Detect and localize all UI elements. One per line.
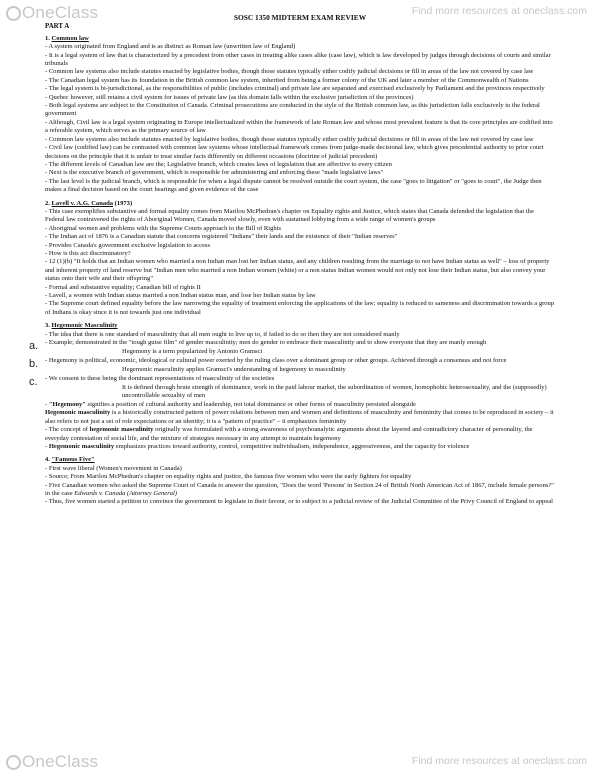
promo-text: Find more resources at oneclass.com <box>411 755 587 767</box>
paragraph: - Quebec however, still retains a civil system for issues of private law (as this domain falls within the exclusive jurisdiction of the provinces) <box>45 93 414 101</box>
oneclass-logo-icon <box>6 6 21 21</box>
paragraph: - Five Canadian women who asked the Supreme Court of Canada to answer the question, "Does the word 'Persons' in Section 24 of British North American Act of 1867, include female persons?" in the case Edwards v. Canada (Attorney General) <box>45 481 554 497</box>
oneclass-logo <box>6 752 98 772</box>
list-item-b: b. Hegemonic masculinity applies Gramsci's understanding of hegemony to masculinity <box>29 358 346 374</box>
section-common-law <box>45 35 555 195</box>
paragraph: - It is a legal system of law that is characterized by a precedent from other cases in treating alike cases alike (case law), which is law developed by judges through decisions of courts and similar tribunals <box>45 51 551 68</box>
list-item-a: a. Hegemony is a term popularized by Antonio Gramsci <box>29 340 263 356</box>
paragraph: - Example; demonstrated in the "tough guise film" of gender masculinity; men do gender to embrace their masculinity and to show everyone that they are manly enough <box>45 339 487 347</box>
section-body <box>45 43 555 194</box>
section-heading: 1. Common law <box>45 34 89 42</box>
logo-text: OneClass <box>22 752 99 771</box>
paragraph: - The concept of hegemonic masculinity originally was formulated with a strong awareness of psychoanalytic arguments about the layered and contradictory character of personality, the everyday contestation of social life, and the mixture of strategies necessary in any attempt to maintain hegemony <box>45 426 533 442</box>
paragraph: - Both legal systems are subject to the Constitution of Canada. Criminal prosecutions are conducted in the style of the British common law, as this jurisdiction falls exclusively to the federal government <box>45 102 540 118</box>
paragraph: - The Supreme court defined equality before the law narrowing the equality of treatment enforcing the applications of the law; equality is reduced to sameness and discrimination towards a group of Indians is okay since it is not towards just one individual <box>45 300 555 316</box>
section-famous-five <box>45 456 555 506</box>
paragraph: - Hegemonic masculinity emphasizes practices toward authority, control, competitive individualism, independence, aggressiveness, and the capacity for violence <box>45 442 470 450</box>
document-page <box>29 13 555 512</box>
paragraph: - Formal and substantive equality; Canadian bill of rights II <box>45 283 201 291</box>
paragraph: - A system originated from England and is as distinct as Roman law (unwritten law of England) <box>45 43 296 51</box>
promo-text: Find more resources at oneclass.com <box>411 5 587 17</box>
doc-title: SOSC 1350 MIDTERM EXAM REVIEW <box>233 13 367 22</box>
paragraph: Hegemonic masculinity is a historically constructed pattern of power relations between men and women and definitions of masculinity and femininity that comes to be reproduced in society – it also refers to not just a set of role expectations or an identity; it is a "pattern of practice" – it emphasizes femininity <box>45 409 554 425</box>
paragraph: - The last level is the judicial branch, which is responsible for when a legal dispute cannot be resolved outside the court system, the case "goes to litigation" or "goes to court", the Judge then makes a final decision based on the court hearings and given evidence of the case <box>45 177 542 194</box>
watermark-footer <box>0 750 595 770</box>
list-item-c: c. It is defined through brute strength of dominance, work in the paid labour market, the subordination of women, homophobic heterosexuality, and the (supposedly) uncontrollable sexuality of men <box>29 376 547 400</box>
section-body <box>45 208 555 317</box>
paragraph: - The different levels of Canadian law are the; Legislative branch, which creates laws of legislation that are affective to every citizen <box>45 160 392 168</box>
paragraph: - Hegemony is political, economic, ideological or cultural power exerted by the ruling class over a dominant group or other groups. Achieved through a consensus and not force <box>45 356 507 364</box>
section-heading: 2. Lavell v. A.G. Canada (1973) <box>45 199 133 207</box>
section-heading: 4. "Famous Five" <box>45 456 95 464</box>
list-letter: b. <box>29 358 39 371</box>
paragraph: - Next is the executive branch of government, which is responsible for administering and enforcing these "made legislative laws" <box>45 169 384 177</box>
paragraph: - How is this act discriminatory? <box>45 249 131 257</box>
paragraph: - This case exemplifies substantive and formal equality comes from Marilou McPhedran's chapter on Equality rights and Justice, which states that Canada defended the legislation that the Federal law contravened the rights of Aboriginal Women, Canada moved slowly, even with sustained lobbying from a wide range of women's groups <box>45 207 534 224</box>
paragraph: - Thus, five women started a petition to convince the government to legislate in their favour, or to subject to a judicial review of the Judicial Committee of the Privy Council of England to appeal <box>45 498 553 506</box>
paragraph: - The Indian act of 1876 is a Canadian statute that concerns registered "Indians" their lands and the existence of their "Indian reserves" <box>45 233 398 241</box>
logo-text: OneClass <box>22 3 99 22</box>
paragraph: - The idea that there is one standard of masculinity that all men ought to live up to, if failed to do so then they are not considered manly <box>45 330 400 338</box>
paragraph: - Common law systems also include statutes enacted by legislative bodies, though those statutes typically either codify judicial decisions or fill in areas of the law not covered by case law <box>45 68 534 76</box>
section-body <box>45 331 555 348</box>
paragraph: - Aboriginal women and problems with the Supreme Courts approach to the Bill of Rights <box>45 224 282 232</box>
paragraph: - Provides Canada's government exclusive legislation to access <box>45 241 210 249</box>
section-body <box>45 357 555 365</box>
section-hegemonic-masculinity <box>29 322 555 451</box>
paragraph: - The legal system is bi-jurisdictional, as the responsibilities of public (includes criminal) and private law are separated and exercised exclusively by Parliament and the provinces respectively <box>45 85 545 93</box>
paragraph: - First wave liberal (Women's movement in Canada) <box>45 464 182 472</box>
paragraph: - Although, Civil law is a legal system originating in Europe intellectualized within the framework of late Roman law and whose most prevalent feature is that its core principles are codified into a referable system, which serves as the primary source of law <box>45 118 553 135</box>
list-letter: a. <box>29 340 39 353</box>
paragraph: - Civil law (codified law) can be contrasted with common law systems whose intellectual framework comes from judge-made decisional law, which gives precedential authority to prior court decisions on the principle that it is unfair to treat similar facts differently on different occasions (doctrine of judicial precedent) <box>45 144 544 160</box>
paragraph: - 12 (1)(b) "It holds that an Indian women who married a non Indian man lost her Indian status, and any children resulting from the marriage to not have Indian status as well" – loss of property and inherent property of land reserve but "Indian men who married a non Indian women (white) or a non status Indian women would not only not lose their Indian status, but also convey your status onto their wife and their offspring" <box>45 258 550 283</box>
paragraph: - We consent to these being the dominant representations of masculinity of the societies <box>45 374 275 382</box>
paragraph: - Lavell, a women with Indian status married a non Indian status man, and lose her Indian status by law <box>45 292 316 299</box>
paragraph: - Source; From Marilou McPhedran's chapter on equality rights and justice, the famous five women who were the early fighters for equality <box>45 473 412 481</box>
paragraph: - "Hegemony" signifies a position of cultural authority and leadership, not total dominance or other forms of masculinity persisted alongside <box>45 400 416 408</box>
paragraph: - The Canadian legal system has its foundation in the British common law system, inherited from being a former colony of the UK and later a member of the Commonwealth of Nations <box>45 76 529 84</box>
part-heading: PART A <box>45 23 70 31</box>
section-lavell <box>45 200 555 318</box>
paragraph: - Common law systems also include statutes enacted by legislative bodies, though those statutes typically either codify judicial decisions or fill in areas of the law not covered by case law <box>45 135 534 143</box>
section-heading: 3. Hegemonic Masculinity <box>45 322 118 330</box>
oneclass-logo-icon <box>6 755 21 770</box>
list-letter: c. <box>29 376 38 389</box>
